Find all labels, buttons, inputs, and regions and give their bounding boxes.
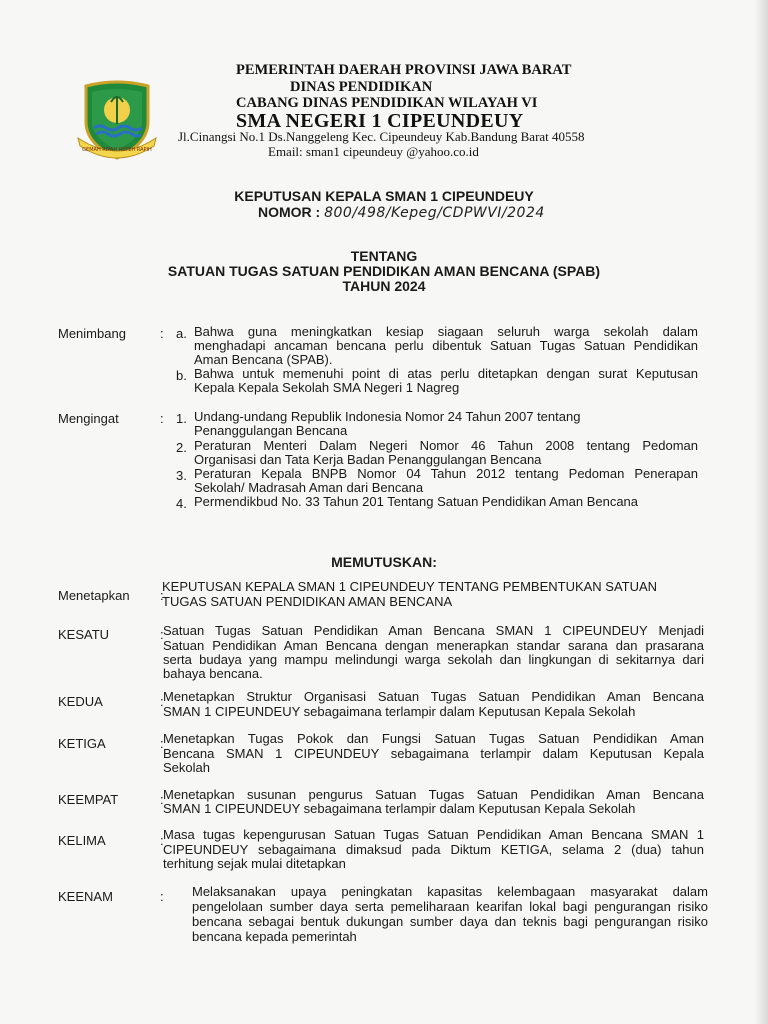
mengingat-2-line-2: Organisasi dan Tata Kerja Badan Penanggulangan Bencana — [194, 452, 542, 467]
keempat-line-1: Menetapkan susunan pengurus Satuan Tugas Satuan Pendidikan Aman Bencana — [163, 787, 704, 802]
menetapkan-line-1: KEPUTUSAN KEPALA SMAN 1 CIPEUNDEUY TENTANG PEMBENTUKAN SATUAN — [162, 579, 658, 594]
menimbang-b-marker: b. — [176, 368, 187, 383]
keempat-line-2: SMAN 1 CIPEUNDEUY sebagaimana terlampir dalam Keputusan Kepala Sekolah — [163, 801, 636, 816]
mengingat-2-marker: 2. — [176, 440, 187, 455]
menimbang-a-line-3: Aman Bencana (SPAB). — [194, 352, 333, 367]
kelima-colon: : — [160, 833, 164, 848]
kedua-line-1: Menetapkan Struktur Organisasi Satuan Tugas Satuan Pendidikan Aman Bencana — [163, 689, 704, 704]
menimbang-a-line-2: menghadapi ancaman bencana perlu dibentuk Satuan Tugas Satuan Pendidikan — [194, 338, 698, 353]
decree-number-label: NOMOR : — [258, 204, 325, 220]
kelima-label: KELIMA — [58, 833, 106, 848]
mengingat-3-line-2: Sekolah/ Madrasah Aman dari Bencana — [194, 480, 424, 495]
menimbang-a-marker: a. — [176, 326, 187, 341]
mengingat-1-line-1: Undang-undang Republik Indonesia Nomor 24 Tahun 2007 tentang — [194, 409, 581, 424]
keempat-label: KEEMPAT — [58, 792, 119, 807]
decree-title: KEPUTUSAN KEPALA SMAN 1 CIPEUNDEUY — [234, 188, 534, 204]
kesatu-line-2: Satuan Pendidikan Aman Bencana dengan menerapkan standar sarana dan prasarana — [163, 638, 704, 653]
keenam-line-4: bencana kepada pemerintah — [192, 929, 357, 944]
keempat-colon: : — [160, 792, 164, 807]
kesatu-line-4: bahaya bencana. — [163, 666, 263, 681]
letterhead-government: PEMERINTAH DAERAH PROVINSI JAWA BARAT — [236, 62, 572, 78]
ketiga-colon: : — [160, 736, 164, 751]
decree-number — [258, 204, 545, 221]
menetapkan-label: Menetapkan — [58, 588, 130, 603]
kelima-line-2: CIPEUNDEUY sebagaimana dimaksud pada Diktum KETIGA, selama 2 (dua) tahun — [163, 842, 704, 857]
menimbang-b-line-2: Kepala Kepala Sekolah SMA Negeri 1 Nagreg — [194, 380, 460, 395]
letterhead-school-name: SMA NEGERI 1 CIPEUNDEUY — [236, 110, 524, 132]
mengingat-3-line-1: Peraturan Kepala BNPB Nomor 04 Tahun 2012 tentang Pedoman Penerapan — [194, 466, 698, 481]
keenam-line-1: Melaksanakan upaya peningkatan kapasitas kelembagaan masyarakat dalam — [192, 884, 708, 899]
letterhead-email: Email: sman1 cipeundeuy @yahoo.co.id — [268, 144, 479, 159]
mengingat-2-line-1: Peraturan Menteri Dalam Negeri Nomor 46 Tahun 2008 tentang Pedoman — [194, 438, 698, 453]
kesatu-label: KESATU — [58, 627, 110, 642]
keenam-colon: : — [160, 889, 164, 904]
decree-subject: SATUAN TUGAS SATUAN PENDIDIKAN AMAN BENCANA (SPAB) — [167, 263, 601, 279]
kesatu-colon: : — [160, 627, 164, 642]
west-java-emblem-icon — [76, 78, 158, 160]
ketiga-line-1: Menetapkan Tugas Pokok dan Fungsi Satuan Tugas Satuan Pendidikan Aman — [163, 731, 704, 746]
kelima-line-3: terhitung sejak mulai ditetapkan — [163, 856, 346, 871]
menetapkan-line-2: TUGAS SATUAN PENDIDIKAN AMAN BENCANA — [162, 594, 453, 609]
mengingat-1-line-2: Penanggulangan Bencana — [194, 423, 348, 438]
mengingat-4-marker: 4. — [176, 496, 187, 511]
letterhead-branch: CABANG DINAS PENDIDIKAN WILAYAH VI — [236, 95, 538, 111]
scan-edge-shadow — [754, 0, 768, 1024]
ketiga-label: KETIGA — [58, 736, 106, 751]
kedua-line-2: SMAN 1 CIPEUNDEUY sebagaimana terlampir dalam Keputusan Kepala Sekolah — [163, 704, 636, 719]
mengingat-1-marker: 1. — [176, 411, 187, 426]
letterhead-department: DINAS PENDIDIKAN — [290, 79, 433, 95]
mengingat-4-line-1: Permendikbud No. 33 Tahun 201 Tentang Satuan Pendidikan Aman Bencana — [194, 494, 639, 509]
menimbang-a-line-1: Bahwa guna meningkatkan kesiap siagaan seluruh warga sekolah dalam — [194, 324, 698, 339]
menimbang-colon: : — [160, 326, 164, 341]
kesatu-line-1: Satuan Tugas Satuan Pendidikan Aman Bencana SMAN 1 CIPEUNDEUY Menjadi — [163, 623, 704, 638]
memutuskan-heading: MEMUTUSKAN: — [331, 554, 437, 570]
kedua-label: KEDUA — [58, 694, 103, 709]
kesatu-line-3: serta budaya yang mampu melindungi warga sekolah dan lingkungan di sekitarnya dari — [163, 652, 704, 667]
kelima-line-1: Masa tugas kepengurusan Satuan Tugas Satuan Pendidikan Aman Bencana SMAN 1 — [163, 827, 704, 842]
keenam-label: KEENAM — [58, 889, 113, 904]
tentang-heading: TENTANG — [350, 248, 418, 264]
logo-motto: GEMAH RIPAH REPEH RAPIH — [82, 147, 152, 153]
keenam-line-2: pengelolaan sumber daya serta pemeliharaan kearifan lokal bagi pengurangan risiko — [192, 899, 708, 914]
menimbang-label: Menimbang — [58, 326, 126, 341]
mengingat-label: Mengingat — [58, 411, 119, 426]
menetapkan-colon: : — [160, 588, 164, 603]
mengingat-3-marker: 3. — [176, 468, 187, 483]
decree-number-value: 800/498/Kepeg/CDPWVI/2024 — [324, 205, 545, 221]
decree-year: TAHUN 2024 — [342, 278, 426, 294]
mengingat-colon: : — [160, 411, 164, 426]
ketiga-line-3: Sekolah — [163, 760, 210, 775]
letterhead-address: Jl.Cinangsi No.1 Ds.Nanggeleng Kec. Cipeundeuy Kab.Bandung Barat 40558 — [178, 129, 585, 144]
menimbang-b-line-1: Bahwa untuk memenuhi point di atas perlu ditetapkan dengan surat Keputusan — [194, 366, 698, 381]
ketiga-line-2: Bencana SMAN 1 CIPEUNDEUY sebagaimana terlampir dalam Keputusan Kepala — [163, 746, 704, 761]
kedua-colon: : — [160, 694, 164, 709]
keenam-line-3: bencana sebagai bentuk dukungan sumber daya dan teknis bagi pengurangan risiko — [192, 914, 708, 929]
